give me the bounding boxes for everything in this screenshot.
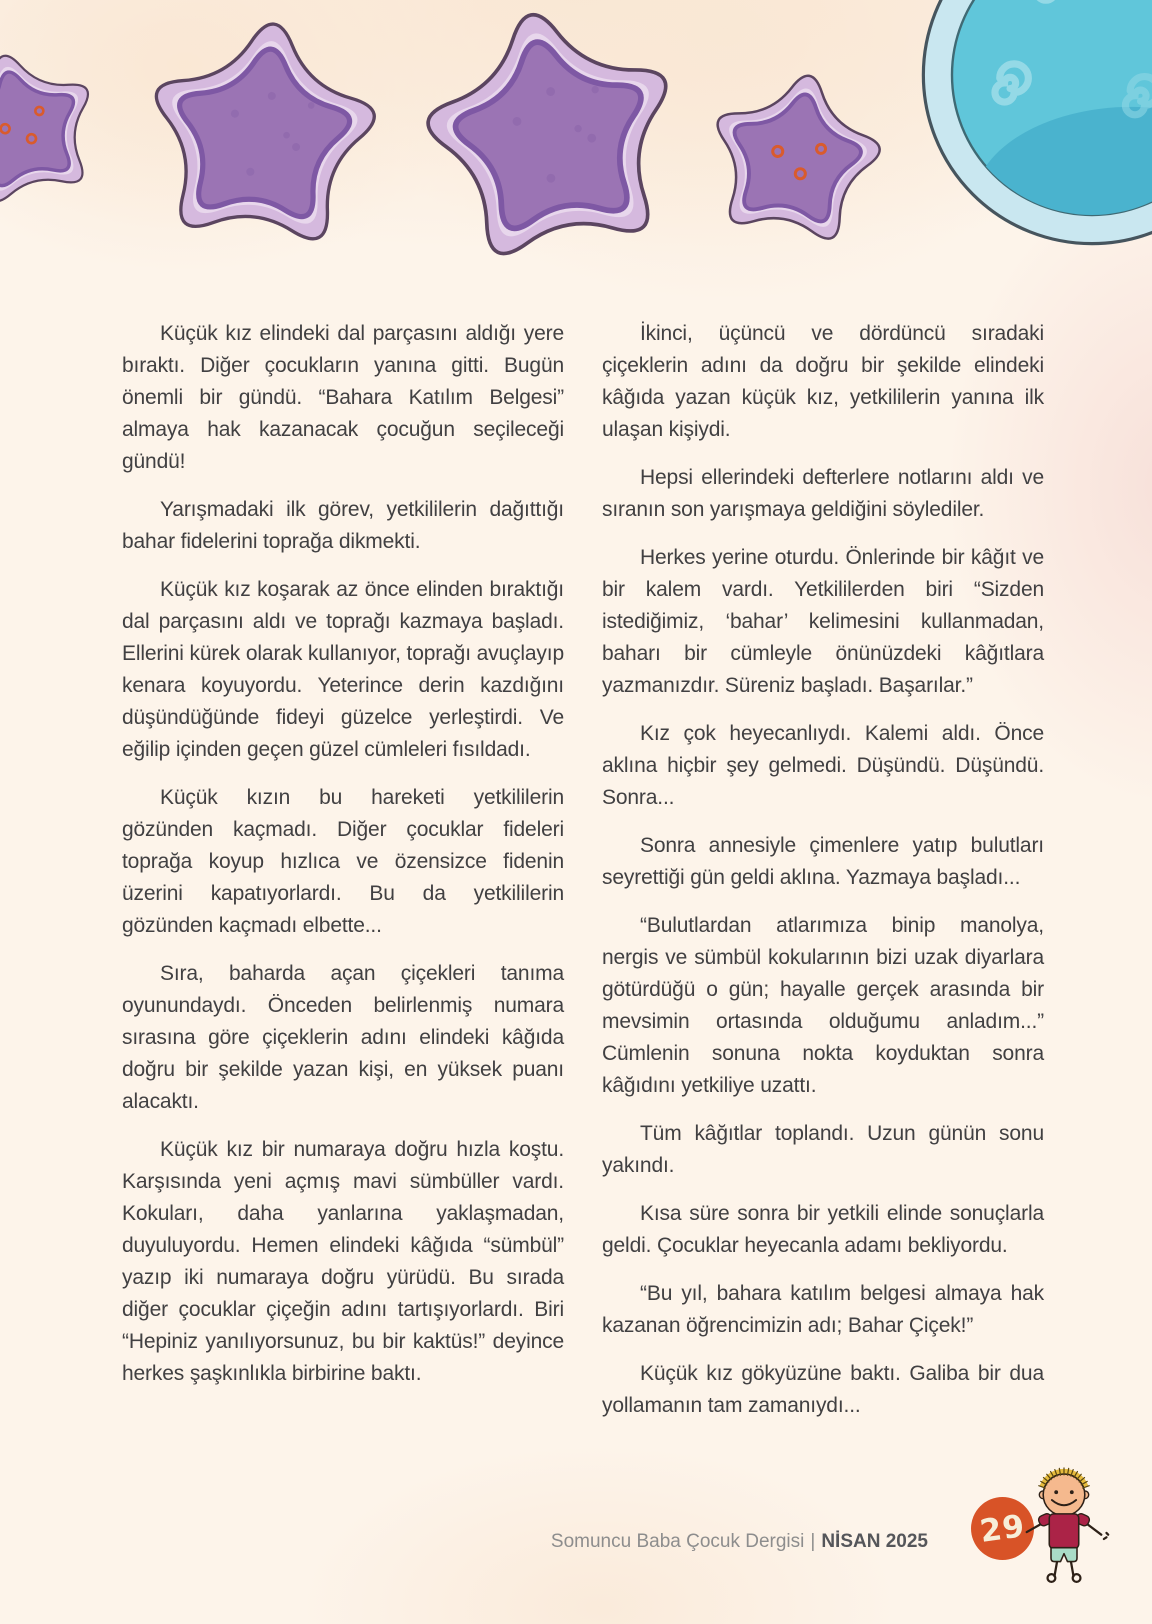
story-paragraph: Herkes yerine oturdu. Önlerinde bir kâğıt ve bir kalem vardı. Yetkililerden biri “Sizden istediğimiz, ‘bahar’ kelimesini kullanmadan, baharı bir cümleyle önünüzdeki kâğıtlara yazmanızdır. Süreniz başladı. Başarılar.” xyxy=(602,546,1044,697)
story-paragraph: Küçük kız bir numaraya doğru hızla koştu. Karşısında yeni açmış mavi sümbüller vardı. Kokuları, daha yanlarına yaklaşmadan, duyuluyordu. Hemen elindeki kâğıda “sümbül” yazıp iki numaraya doğru yürüdü. Bu sırada diğer çocuklar çiçeğin adını tartışıyorlardı. Biri “Hepiniz yanılıyorsunuz, bu bir kaktüs!” deyince herkes şaşkınlıkla birbirine baktı. xyxy=(122,1138,564,1385)
left-column xyxy=(122,318,564,1438)
right-column xyxy=(602,318,1044,1438)
page-number: 29 xyxy=(977,1507,1028,1550)
decor-band xyxy=(0,0,1152,310)
story-paragraph: Yarışmadaki ilk görev, yetkililerin dağıttığı bahar fidelerini toprağa dikmekti. xyxy=(122,498,564,553)
story-paragraph: Küçük kız elindeki dal parçasını aldığı yere bıraktı. Diğer çocukların yanına gitti. Bugün önemli bir gündü. “Bahara Katılım Belgesi” almaya hak kazanacak çocuğun seçileceği gündü! xyxy=(122,322,564,473)
story-paragraph: Sıra, baharda açan çiçekleri tanıma oyunundaydı. Önceden belirlenmiş numara sırasına göre çiçeklerin adını elindeki kâğıda doğru bir şekilde yazan kişi, en yüksek puanı alacaktı. xyxy=(122,962,564,1113)
story-paragraph: “Bu yıl, bahara katılım belgesi almaya hak kazanan öğrencimizin adı; Bahar Çiçek!” xyxy=(602,1282,1044,1337)
magazine-title: Somuncu Baba Çocuk Dergisi xyxy=(550,1531,805,1552)
story-paragraph: Sonra annesiyle çimenlere yatıp bulutları seyrettiği gün geldi aklına. Yazmaya başladı... xyxy=(602,834,1044,889)
story-paragraph: Kız çok heyecanlıydı. Kalemi aldı. Önce aklına hiçbir şey gelmedi. Düşündü. Düşündü. Sonra... xyxy=(602,722,1044,809)
story-paragraph: Küçük kızın bu hareketi yetkililerin gözünden kaçmadı. Diğer çocuklar fideleri toprağa koyup hızlıca ve özensizce fidenin üzerini kapatıyorlardı. Bu da yetkililerin gözünden kaçmadı elbette... xyxy=(122,786,564,937)
story-paragraph: Küçük kız koşarak az önce elinden bıraktığı dal parçasını aldı ve toprağı kazmaya başladı. Ellerini kürek olarak kullanıyor, toprağı avuçlayıp kenara koyuyordu. Yeterince derin kazdığını düşündüğünde fideyi güzelce yerleştirdi. Ve eğilip içinden geçen güzel cümleleri fısıldadı. xyxy=(122,578,564,761)
issue-label: NİSAN 2025 xyxy=(821,1531,928,1552)
starfish-icon xyxy=(664,30,925,291)
story-content xyxy=(122,318,1044,1438)
story-paragraph: Tüm kâğıtlar toplandı. Uzun günün sonu yakındı. xyxy=(602,1122,1044,1177)
story-paragraph: Küçük kız gökyüzüne baktı. Galiba bir dua yollamanın tam zamanıydı... xyxy=(602,1362,1044,1417)
story-paragraph: Hepsi ellerindeki defterlere notlarını aldı ve sıranın son yarışmaya geldiğini söylediler. xyxy=(602,466,1044,521)
story-paragraph: “Bulutlardan atlarımıza binip manolya, nergis ve sümbül kokularının bizi uzak diyarlara götürdüğü o gün; hayalle gerçek arasında bir mevsimin ortasında olduğumu anladım...” Cümlenin sonuna nokta koyduktan sonra kâğıdını yetkiliye uzattı. xyxy=(602,914,1044,1097)
footer-separator: | xyxy=(810,1531,816,1552)
story-paragraph: Kısa süre sonra bir yetkili elinde sonuçlarla geldi. Çocuklar heyecanla adamı bekliyordu. xyxy=(602,1202,1044,1257)
bubble-icon xyxy=(917,0,1152,250)
footer xyxy=(551,1531,928,1553)
boy-illustration-icon xyxy=(1012,1456,1116,1596)
story-paragraph: İkinci, üçüncü ve dördüncü sıradaki çiçeklerin adını da doğru bir şekilde elindeki kâğıda yazan küçük kız, yetkililerin yanına ilk ulaşan kişiydi. xyxy=(602,322,1044,441)
